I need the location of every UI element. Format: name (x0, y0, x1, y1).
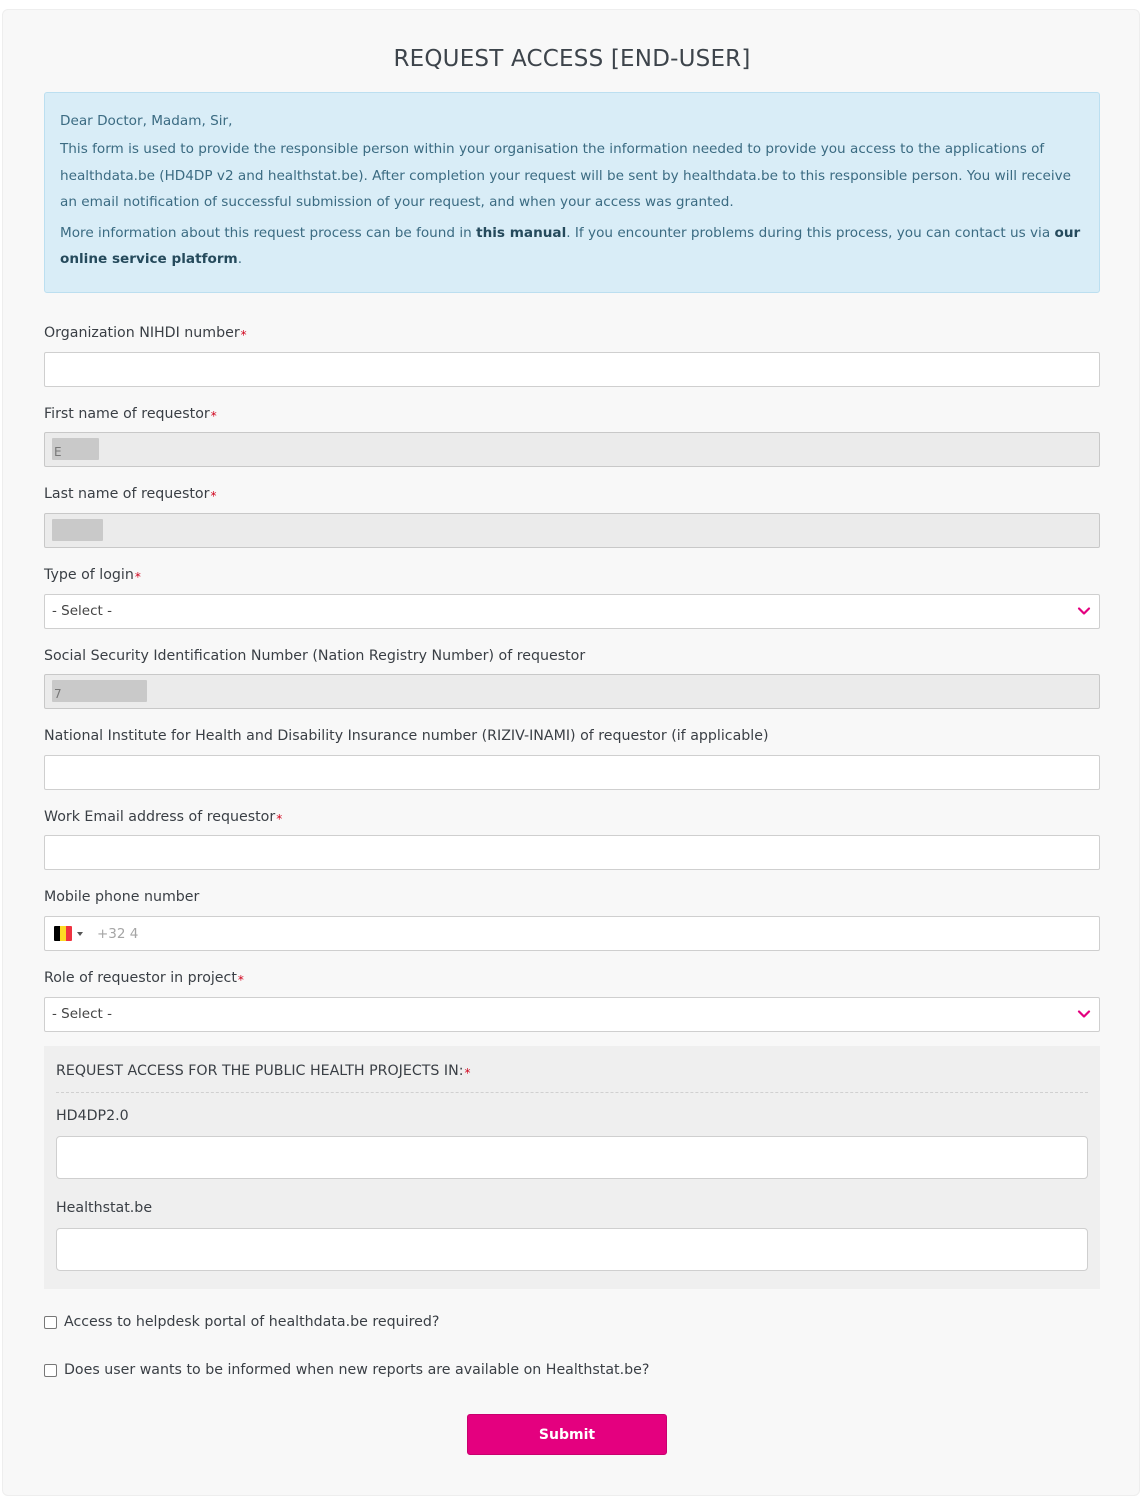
hd4dp-label: HD4DP2.0 (56, 1108, 129, 1124)
info-text-2: . If you encounter problems during this process, you can contact us via (566, 224, 1055, 241)
first-name-input (44, 432, 1100, 467)
helpdesk-checkbox-row[interactable] (44, 1314, 439, 1330)
riziv-input[interactable] (44, 755, 1100, 790)
login-type-selected: - Select - (52, 603, 112, 619)
mobile-placeholder: +32 4 (97, 926, 139, 942)
service-platform-link[interactable]: our online service platform (60, 224, 1081, 267)
info-text-3: . (237, 251, 243, 267)
mobile-label-text: Mobile phone number (44, 889, 200, 905)
info-paragraph-1: This form is used to provide the responsible person within your organisation the information needed to provide you access to the applications of healthdata.be (HD4DP v2 and healthstat.be). After completion your request will be sent by healthdata.be to this responsible person. You will receive an email notification of successful submission of your request, and when your access was granted. (60, 141, 1072, 210)
projects-heading (56, 1063, 470, 1079)
required-marker: * (210, 409, 217, 423)
helpdesk-checkbox-label: Access to helpdesk portal of healthdata.be required? (64, 1314, 440, 1330)
role-label (44, 969, 244, 987)
flag-stripe-red (66, 926, 72, 941)
email-label (44, 808, 282, 826)
required-marker: * (240, 328, 247, 342)
page-title: REQUEST ACCESS [END-USER] (393, 46, 751, 72)
riziv-label (44, 727, 768, 745)
country-caret-icon[interactable] (77, 932, 83, 936)
login-type-label-text: Type of login (44, 567, 134, 583)
projects-heading-text: REQUEST ACCESS FOR THE PUBLIC HEALTH PROJECTS IN: (56, 1063, 464, 1079)
ssin-hint: 7 (54, 687, 62, 701)
info-paragraph-2 (60, 220, 1084, 273)
ssin-input (44, 674, 1100, 709)
chevron-down-icon (1077, 1007, 1091, 1021)
first-name-hint: E (54, 445, 62, 459)
required-marker: * (276, 812, 283, 826)
info-greeting: Dear Doctor, Madam, Sir, (60, 113, 233, 129)
projects-section (44, 1046, 1100, 1289)
redacted-value (52, 680, 147, 702)
hd4dp-input[interactable] (56, 1136, 1088, 1179)
redacted-value (52, 519, 103, 541)
role-select[interactable] (44, 997, 1100, 1032)
healthstat-input[interactable] (56, 1228, 1088, 1271)
info-text-1: More information about this request process can be found in (60, 224, 477, 241)
login-type-label (44, 566, 141, 584)
mobile-input[interactable] (44, 916, 1100, 951)
manual-link[interactable]: this manual (476, 224, 567, 241)
nihdi-input[interactable] (44, 352, 1100, 387)
nihdi-label (44, 324, 247, 342)
first-name-label-text: First name of requestor (44, 406, 210, 422)
role-label-text: Role of requestor in project (44, 970, 237, 986)
required-marker: * (134, 570, 141, 584)
required-marker: * (237, 973, 244, 987)
reports-checkbox[interactable] (44, 1364, 57, 1377)
role-selected: - Select - (52, 1006, 112, 1022)
submit-button[interactable]: Submit (467, 1414, 667, 1455)
mobile-label (44, 888, 199, 906)
email-input[interactable] (44, 835, 1100, 870)
nihdi-label-text: Organization NIHDI number (44, 325, 240, 341)
divider (56, 1092, 1088, 1093)
login-type-select[interactable] (44, 594, 1100, 629)
riziv-label-text: National Institute for Health and Disability Insurance number (RIZIV-INAMI) of requestor (if applicable) (44, 728, 769, 744)
helpdesk-checkbox[interactable] (44, 1316, 57, 1329)
belgium-flag-icon[interactable] (54, 926, 72, 941)
reports-checkbox-label: Does user wants to be informed when new reports are available on Healthstat.be? (64, 1362, 650, 1378)
last-name-label-text: Last name of requestor (44, 486, 210, 502)
ssin-label (44, 647, 585, 665)
healthstat-label: Healthstat.be (56, 1200, 153, 1216)
reports-checkbox-row[interactable] (44, 1362, 649, 1378)
last-name-label (44, 485, 216, 503)
redacted-value (52, 438, 99, 460)
last-name-input (44, 513, 1100, 548)
email-label-text: Work Email address of requestor (44, 809, 276, 825)
chevron-down-icon (1077, 604, 1091, 618)
info-box (44, 92, 1100, 293)
ssin-label-text: Social Security Identification Number (Nation Registry Number) of requestor (44, 648, 586, 664)
required-marker: * (210, 489, 217, 503)
first-name-label (44, 405, 217, 423)
required-marker: * (464, 1066, 471, 1080)
